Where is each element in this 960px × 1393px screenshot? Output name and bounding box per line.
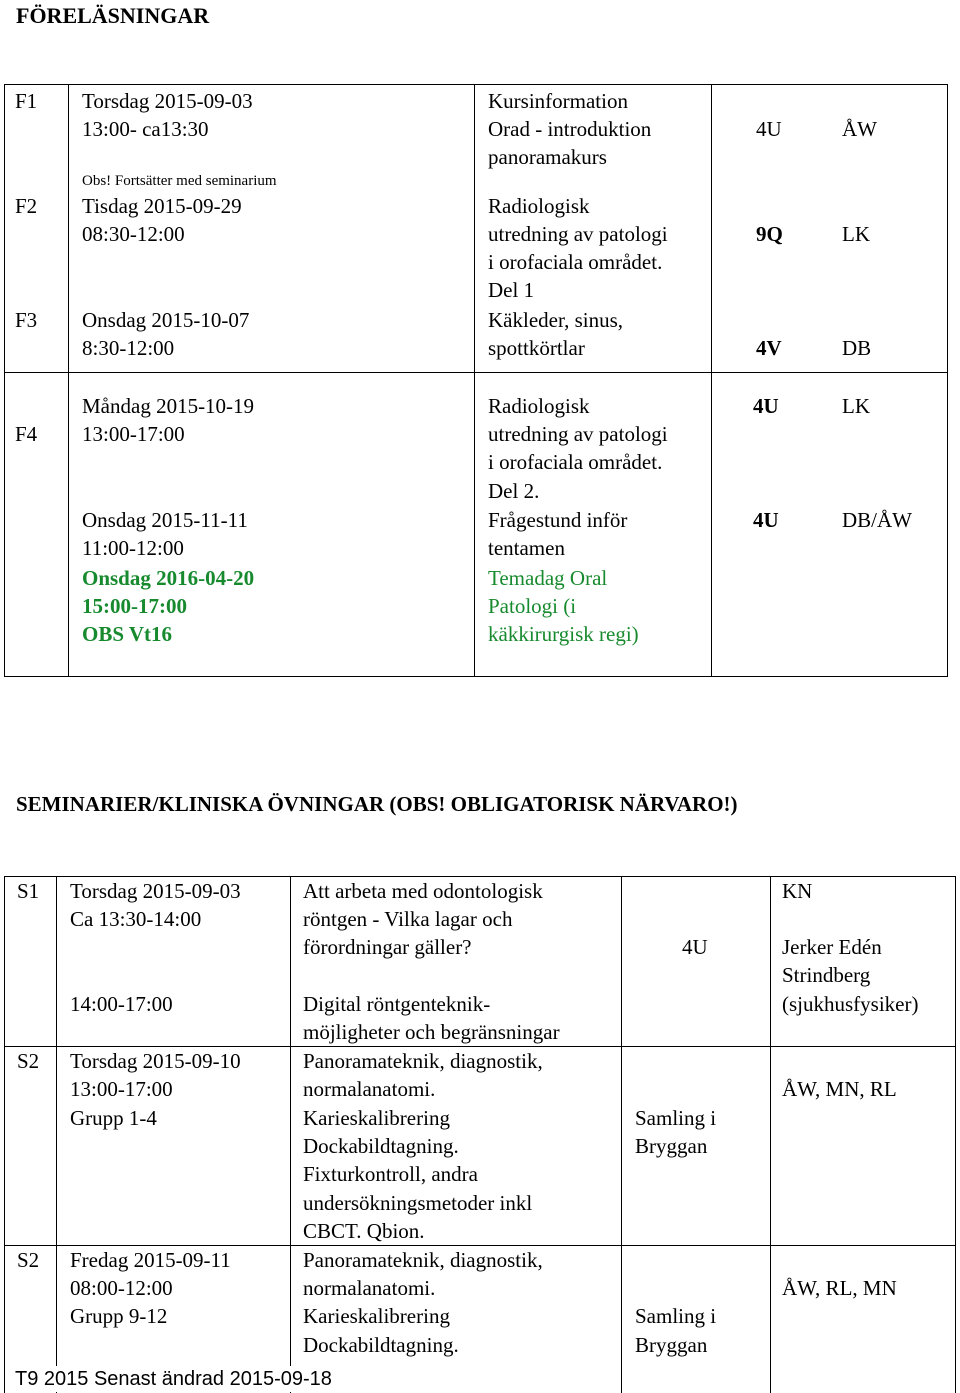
seminar-room-line: Bryggan bbox=[635, 1134, 708, 1158]
table-border bbox=[290, 876, 291, 1393]
lecture-topic-line: Orad - introduktion bbox=[488, 117, 652, 141]
seminar-group: Grupp 1-4 bbox=[70, 1106, 157, 1130]
lecture-topic-line: utredning av patologi bbox=[488, 422, 668, 446]
lecture-topic-line: spottkörtlar bbox=[488, 336, 585, 360]
lecture-topic-line: Kursinformation bbox=[488, 89, 628, 113]
lecture-teacher: LK bbox=[842, 222, 870, 246]
lecture-teacher: DB/ÅW bbox=[842, 508, 912, 532]
seminar-code: S1 bbox=[17, 879, 40, 903]
seminar-time: 08:00-12:00 bbox=[70, 1276, 173, 1300]
lecture-time: 11:00-12:00 bbox=[82, 536, 184, 560]
lecture-extra: OBS Vt16 bbox=[82, 622, 173, 646]
lecture-room: 4V bbox=[756, 336, 782, 360]
table-border bbox=[4, 676, 948, 677]
seminar-teacher-line: (sjukhusfysiker) bbox=[782, 992, 919, 1016]
seminar-room-line: Bryggan bbox=[635, 1333, 708, 1357]
seminar-topic-line: normalanatomi. bbox=[303, 1077, 436, 1101]
lecture-code: F4 bbox=[15, 422, 38, 446]
heading-seminars: SEMINARIER/KLINISKA ÖVNINGAR (OBS! OBLIGATORISK NÄRVARO!) bbox=[16, 792, 738, 816]
seminar-teacher: KN bbox=[782, 879, 813, 903]
lecture-code: F2 bbox=[15, 194, 38, 218]
lecture-topic-line: käkkirurgisk regi) bbox=[488, 622, 639, 646]
table-border bbox=[621, 876, 622, 1393]
seminar-topic-line: Dockabildtagning. bbox=[303, 1333, 459, 1357]
seminar-group: Grupp 9-12 bbox=[70, 1304, 168, 1328]
lecture-topic-line: Patologi (i bbox=[488, 594, 577, 618]
seminar-date: Fredag 2015-09-11 bbox=[70, 1248, 231, 1272]
lecture-topic-line: Frågestund inför bbox=[488, 508, 628, 532]
lecture-topic-line: i orofaciala området. bbox=[488, 250, 663, 274]
lecture-room: 4U bbox=[753, 508, 779, 532]
lecture-topic-line: Käkleder, sinus, bbox=[488, 308, 624, 332]
seminar-time: 14:00-17:00 bbox=[70, 992, 173, 1016]
seminar-room-line: Samling i bbox=[635, 1304, 717, 1328]
seminar-topic-line: förordningar gäller? bbox=[303, 935, 472, 959]
lecture-room: 9Q bbox=[756, 222, 783, 246]
lecture-teacher: LK bbox=[842, 394, 870, 418]
lecture-date: Torsdag 2015-09-03 bbox=[82, 89, 253, 113]
table-border bbox=[770, 876, 771, 1393]
seminar-room: 4U bbox=[682, 935, 708, 959]
seminar-topic-line: normalanatomi. bbox=[303, 1276, 436, 1300]
seminar-topic-line: CBCT. Qbion. bbox=[303, 1219, 425, 1243]
seminar-topic-line: röntgen - Vilka lagar och bbox=[303, 907, 513, 931]
seminar-teacher-line: Strindberg bbox=[782, 963, 871, 987]
lecture-time: 8:30-12:00 bbox=[82, 336, 175, 360]
lecture-topic-line: Temadag Oral bbox=[488, 566, 608, 590]
table-border bbox=[4, 84, 5, 677]
table-border bbox=[474, 84, 475, 677]
seminar-teacher-line: Jerker Edén bbox=[782, 935, 882, 959]
seminar-topic-line: Karieskalibrering bbox=[303, 1106, 450, 1130]
lecture-note: Obs! Fortsätter med seminarium bbox=[82, 173, 277, 189]
seminar-code: S2 bbox=[17, 1248, 40, 1272]
seminar-time: 13:00-17:00 bbox=[70, 1077, 173, 1101]
seminar-topic-line: Att arbeta med odontologisk bbox=[303, 879, 543, 903]
lecture-date: Tisdag 2015-09-29 bbox=[82, 194, 242, 218]
lecture-room: 4U bbox=[753, 394, 779, 418]
lecture-time: 13:00-17:00 bbox=[82, 422, 185, 446]
seminar-topic-line: Karieskalibrering bbox=[303, 1304, 450, 1328]
heading-lectures: FÖRELÄSNINGAR bbox=[16, 3, 210, 28]
lecture-time: 15:00-17:00 bbox=[82, 594, 187, 618]
lecture-topic-line: Del 2. bbox=[488, 479, 540, 503]
lecture-date: Måndag 2015-10-19 bbox=[82, 394, 255, 418]
table-border bbox=[4, 876, 5, 1393]
seminar-topic-line: Panoramateknik, diagnostik, bbox=[303, 1248, 543, 1272]
lecture-room: 4U bbox=[756, 117, 782, 141]
lecture-topic-line: i orofaciala området. bbox=[488, 450, 663, 474]
table-border bbox=[4, 372, 948, 373]
lecture-code: F1 bbox=[15, 89, 38, 113]
seminar-date: Torsdag 2015-09-03 bbox=[70, 879, 241, 903]
seminar-topic-line: Fixturkontroll, andra bbox=[303, 1162, 478, 1186]
seminar-topic-line: Panoramateknik, diagnostik, bbox=[303, 1049, 543, 1073]
table-border bbox=[947, 84, 948, 677]
table-border bbox=[955, 876, 956, 1393]
lecture-code: F3 bbox=[15, 308, 38, 332]
seminar-room-line: Samling i bbox=[635, 1106, 717, 1130]
seminar-topic-line: Dockabildtagning. bbox=[303, 1134, 459, 1158]
lecture-date: Onsdag 2015-11-11 bbox=[82, 508, 248, 532]
table-border bbox=[711, 84, 712, 677]
lecture-topic-line: utredning av patologi bbox=[488, 222, 668, 246]
seminar-time: Ca 13:30-14:00 bbox=[70, 907, 202, 931]
lecture-time: 13:00- ca13:30 bbox=[82, 117, 209, 141]
seminar-code: S2 bbox=[17, 1049, 40, 1073]
seminar-topic-line: möjligheter och begränsningar bbox=[303, 1020, 560, 1044]
table-border bbox=[4, 84, 948, 85]
seminar-teacher: ÅW, RL, MN bbox=[782, 1276, 897, 1300]
seminar-teacher: ÅW, MN, RL bbox=[782, 1077, 897, 1101]
table-border bbox=[68, 84, 69, 677]
lecture-topic-line: Radiologisk bbox=[488, 394, 590, 418]
lecture-time: 08:30-12:00 bbox=[82, 222, 185, 246]
seminar-date: Torsdag 2015-09-10 bbox=[70, 1049, 241, 1073]
lecture-topic-line: panoramakurs bbox=[488, 145, 607, 169]
lecture-date: Onsdag 2016-04-20 bbox=[82, 566, 255, 590]
seminar-topic-line: undersökningsmetoder inkl bbox=[303, 1191, 533, 1215]
lecture-topic-line: tentamen bbox=[488, 536, 565, 560]
footer-note: T9 2015 Senast ändrad 2015-09-18 bbox=[15, 1366, 338, 1392]
seminar-topic-line: Digital röntgenteknik- bbox=[303, 992, 491, 1016]
lecture-topic-line: Del 1 bbox=[488, 278, 535, 302]
lecture-teacher: DB bbox=[842, 336, 872, 360]
table-border bbox=[56, 876, 57, 1393]
lecture-teacher: ÅW bbox=[842, 117, 877, 141]
lecture-date: Onsdag 2015-10-07 bbox=[82, 308, 250, 332]
lecture-topic-line: Radiologisk bbox=[488, 194, 590, 218]
